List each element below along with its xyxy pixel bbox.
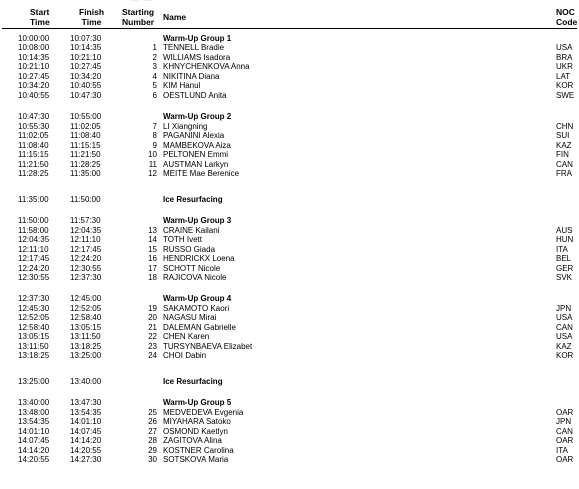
name-cell: OSMOND Kaetlyn (163, 426, 228, 436)
name-cell: PELTONEN Emmi (163, 150, 229, 159)
start-time-cell: 12:58:40 (18, 322, 50, 332)
name-cell: Warm-Up Group 4 (163, 294, 232, 303)
finish-time-cell: 10:34:20 (70, 71, 102, 81)
name-cell: Warm-Up Group 2 (163, 112, 232, 121)
name-cell: KOSTNER Carolina (163, 445, 234, 455)
starting-number-cell: 18 (148, 273, 157, 282)
starting-number-cell: 4 (152, 71, 157, 81)
starting-number-cell: 21 (148, 322, 157, 332)
starting-number-cell: 12 (148, 169, 157, 178)
schedule-group-row (0, 377, 579, 387)
name-cell: RUSSO Giada (163, 244, 216, 254)
skater-row (0, 62, 579, 72)
start-time-cell: 10:27:45 (18, 71, 50, 81)
noc-code-cell: CAN (556, 322, 573, 332)
finish-time-cell: 12:24:20 (70, 254, 102, 263)
starting-number-cell: 2 (152, 52, 157, 62)
start-time-cell: 14:07:45 (18, 436, 50, 445)
skater-row (0, 351, 579, 361)
start-time-cell: 11:02:05 (18, 131, 49, 140)
skater-row (0, 427, 579, 437)
start-time-cell: 10:14:35 (18, 52, 50, 62)
starting-number-cell: 20 (148, 313, 157, 322)
starting-number-cell: 26 (148, 417, 157, 426)
finish-time-cell: 11:57:30 (70, 216, 101, 225)
starting-number-cell: 14 (148, 235, 157, 244)
noc-code-cell: OAR (556, 455, 574, 464)
skater-row (0, 226, 579, 236)
start-time-cell: 10:47:30 (18, 112, 50, 121)
noc-code-cell: BRA (556, 52, 573, 62)
noc-code-cell: JPN (556, 303, 572, 313)
noc-code-cell: CAN (556, 426, 573, 436)
finish-time-cell: 10:55:00 (70, 112, 102, 121)
noc-code-cell: USA (556, 332, 573, 341)
skater-row (0, 169, 579, 179)
name-cell: HENDRICKX Loena (163, 254, 235, 263)
name-cell: KHNYCHENKOVA Anna (163, 62, 250, 71)
start-time-cell: 12:17:45 (18, 254, 50, 263)
skater-row (0, 150, 579, 160)
starting-number-cell: 11 (148, 159, 157, 169)
finish-time-cell: 11:35:00 (70, 169, 101, 178)
name-cell: Ice Resurfacing (163, 377, 223, 386)
starting-number-cell: 1 (152, 43, 157, 52)
header-start-line1: Start (30, 7, 50, 17)
noc-code-cell: USA (556, 313, 573, 322)
name-cell: NIKITINA Diana (163, 71, 220, 81)
header-name-line1: Name (163, 12, 187, 22)
name-cell: Warm-Up Group 5 (163, 398, 232, 407)
start-time-cell: 12:52:05 (18, 313, 50, 322)
name-cell: OESTLUND Anita (163, 90, 227, 100)
starting-number-cell: 28 (148, 436, 157, 445)
name-cell: Warm-Up Group 1 (163, 34, 232, 43)
finish-time-cell: 12:11:10 (70, 235, 101, 244)
noc-code-cell: USA (556, 43, 573, 52)
name-cell: Ice Resurfacing (163, 195, 223, 204)
name-cell: CHOI Dabin (163, 351, 207, 360)
name-cell: ZAGITOVA Alina (163, 436, 222, 445)
finish-time-cell: 13:18:25 (70, 341, 102, 351)
start-time-cell: 14:01:10 (18, 426, 50, 436)
header-finish-line1: Finish (79, 7, 105, 17)
noc-code-cell: SVK (556, 273, 573, 282)
skater-row (0, 53, 579, 63)
schedule-group-row (0, 216, 579, 226)
finish-time-cell: 13:05:15 (70, 322, 102, 332)
finish-time-cell: 10:21:10 (70, 52, 102, 62)
finish-time-cell: 13:54:35 (70, 407, 102, 417)
starting-number-cell: 9 (152, 140, 157, 150)
skater-row (0, 245, 579, 255)
start-time-cell: 14:14:20 (18, 445, 50, 455)
starting-number-cell: 6 (152, 90, 157, 100)
finish-time-cell: 12:45:00 (70, 294, 102, 303)
skater-row (0, 235, 579, 245)
finish-time-cell: 13:40:00 (70, 377, 102, 386)
skater-row (0, 408, 579, 418)
skater-row (0, 342, 579, 352)
skater-row (0, 417, 579, 427)
start-time-cell: 12:45:30 (18, 303, 50, 313)
finish-time-cell: 14:20:55 (70, 445, 102, 455)
header-start-line2: Time (30, 16, 50, 27)
name-cell: WILLIAMS Isadora (163, 52, 231, 62)
starting-number-cell: 22 (148, 332, 157, 341)
starting-number-cell: 16 (148, 254, 157, 263)
finish-time-cell: 11:02:05 (70, 121, 101, 131)
starting-number-cell: 29 (148, 445, 157, 455)
noc-code-cell: ITA (556, 244, 568, 254)
skater-row (0, 91, 579, 101)
noc-code-cell: OAR (556, 436, 574, 445)
name-cell: Warm-Up Group 3 (163, 216, 232, 225)
noc-code-cell: CAN (556, 159, 573, 169)
skater-row (0, 323, 579, 333)
header-noc-line1: NOC (556, 7, 575, 17)
skater-row (0, 304, 579, 314)
noc-code-cell: UKR (556, 62, 573, 71)
start-time-cell: 11:35:00 (18, 195, 49, 204)
finish-time-cell: 11:21:50 (70, 150, 101, 159)
starting-number-cell: 30 (148, 455, 157, 464)
skater-row (0, 43, 579, 53)
starting-number-cell: 13 (148, 225, 157, 235)
finish-time-cell: 11:15:15 (70, 140, 101, 150)
schedule-group-row (0, 112, 579, 122)
start-time-cell: 10:08:00 (18, 43, 50, 52)
name-cell: CRAINE Kailani (163, 225, 220, 235)
starting-number-cell: 8 (152, 131, 157, 140)
skater-row (0, 264, 579, 274)
skater-row (0, 122, 579, 132)
finish-time-cell: 13:11:50 (70, 332, 101, 341)
name-cell: SAKAMOTO Kaori (163, 303, 230, 313)
skater-row (0, 81, 579, 91)
finish-time-cell: 12:04:35 (70, 225, 102, 235)
starting-number-cell: 24 (148, 351, 157, 360)
skater-row (0, 141, 579, 151)
skater-row (0, 332, 579, 342)
finish-time-cell: 14:27:30 (70, 455, 102, 464)
start-time-cell: 13:18:25 (18, 351, 50, 360)
skater-row (0, 446, 579, 456)
finish-time-cell: 12:52:05 (70, 303, 102, 313)
skater-row (0, 455, 579, 465)
finish-time-cell: 10:47:30 (70, 90, 102, 100)
finish-time-cell: 11:50:00 (70, 195, 101, 204)
noc-code-cell: SWE (556, 90, 575, 100)
noc-code-cell: FIN (556, 150, 569, 159)
noc-code-cell: BEL (556, 254, 572, 263)
name-cell: NAGASU Mirai (163, 313, 217, 322)
skater-row (0, 254, 579, 264)
name-cell: MIYAHARA Satoko (163, 417, 231, 426)
start-time-cell: 13:48:00 (18, 407, 50, 417)
starting-number-cell: 5 (152, 81, 157, 90)
finish-time-cell: 10:40:55 (70, 81, 102, 90)
name-cell: SCHOTT Nicole (163, 263, 221, 273)
start-time-cell: 10:55:30 (18, 121, 50, 131)
starting-number-cell: 3 (152, 62, 157, 71)
name-cell: MAMBEKOVA Aiza (163, 140, 231, 150)
start-time-cell: 11:50:00 (18, 216, 49, 225)
start-time-cell: 13:25:00 (18, 377, 50, 386)
starting-number-cell: 25 (148, 407, 157, 417)
noc-code-cell: KAZ (556, 140, 572, 150)
name-cell: RAJICOVA Nicole (163, 273, 227, 282)
start-time-cell: 14:20:55 (18, 455, 50, 464)
noc-code-cell: JPN (556, 417, 572, 426)
start-time-cell: 13:05:15 (18, 332, 50, 341)
start-time-cell: 12:30:55 (18, 273, 50, 282)
name-cell: KIM Hanul (163, 81, 201, 90)
noc-code-cell: GER (556, 263, 574, 273)
noc-code-cell: OAR (556, 407, 574, 417)
start-time-cell: 11:15:15 (18, 150, 49, 159)
finish-time-cell: 10:07:30 (70, 34, 102, 43)
start-time-cell: 12:04:35 (18, 235, 50, 244)
start-time-cell: 10:34:20 (18, 81, 50, 90)
finish-time-cell: 10:27:45 (70, 62, 102, 71)
noc-code-cell: SUI (556, 131, 570, 140)
skater-row (0, 313, 579, 323)
starting-number-cell: 23 (148, 341, 157, 351)
start-time-cell: 11:28:25 (18, 169, 49, 178)
start-time-cell: 12:24:20 (18, 263, 50, 273)
noc-code-cell: HUN (556, 235, 574, 244)
noc-code-cell: ITA (556, 445, 568, 455)
name-cell: PAGANINI Alexia (163, 131, 225, 140)
name-cell: TENNELL Bradie (163, 43, 225, 52)
schedule-group-row (0, 398, 579, 408)
starting-number-cell: 17 (148, 263, 157, 273)
start-time-cell: 11:58:00 (18, 225, 49, 235)
name-cell: MEDVEDEVA Evgenia (163, 407, 244, 417)
skater-row (0, 273, 579, 283)
start-time-cell: 10:21:10 (18, 62, 50, 71)
name-cell: TURSYNBAEVA Elizabet (163, 341, 253, 351)
skater-row (0, 436, 579, 446)
starting-number-cell: 15 (148, 244, 157, 254)
finish-time-cell: 12:58:40 (70, 313, 102, 322)
schedule-group-row (0, 195, 579, 205)
finish-time-cell: 10:14:35 (70, 43, 102, 52)
finish-time-cell: 13:47:30 (70, 398, 102, 407)
finish-time-cell: 12:17:45 (70, 244, 102, 254)
schedule-group-row (0, 294, 579, 304)
starting-number-cell: 7 (152, 121, 157, 131)
finish-time-cell: 12:30:55 (70, 263, 102, 273)
name-cell: AUSTMAN Larkyn (163, 159, 229, 169)
start-time-cell: 13:11:50 (18, 341, 49, 351)
header-noc-line2: Code (556, 16, 578, 27)
name-cell: DALEMAN Gabrielle (163, 322, 236, 332)
start-time-cell: 11:21:50 (18, 159, 49, 169)
noc-code-cell: KAZ (556, 341, 572, 351)
skater-row (0, 131, 579, 141)
header-number-line2: Number (122, 16, 155, 27)
name-cell: MEITE Mae Berenice (163, 169, 240, 178)
finish-time-cell: 13:25:00 (70, 351, 102, 360)
starting-number-cell: 10 (148, 150, 157, 159)
starting-number-cell: 27 (148, 426, 157, 436)
name-cell: TOTH Ivett (163, 235, 202, 244)
name-cell: CHEN Karen (163, 332, 210, 341)
starting-number-cell: 19 (148, 303, 157, 313)
finish-time-cell: 12:37:30 (70, 273, 102, 282)
noc-code-cell: CHN (556, 121, 574, 131)
start-time-cell: 12:37:30 (18, 294, 50, 303)
name-cell: SOTSKOVA Maria (163, 455, 229, 464)
header-number-line1: Starting (122, 7, 155, 17)
header-finish-line2: Time (81, 16, 102, 27)
start-time-cell: 10:40:55 (18, 90, 50, 100)
finish-time-cell: 14:14:20 (70, 436, 102, 445)
start-time-cell: 12:11:10 (18, 244, 49, 254)
finish-time-cell: 14:07:45 (70, 426, 102, 436)
start-time-cell: 10:00:00 (18, 34, 50, 43)
skater-row (0, 72, 579, 82)
finish-time-cell: 11:08:40 (70, 131, 101, 140)
noc-code-cell: FRA (556, 169, 572, 178)
noc-code-cell: KOR (556, 81, 574, 90)
noc-code-cell: KOR (556, 351, 574, 360)
finish-time-cell: 11:28:25 (70, 159, 101, 169)
skater-row (0, 160, 579, 170)
start-time-cell: 11:08:40 (18, 140, 49, 150)
start-time-cell: 13:40:00 (18, 398, 50, 407)
start-time-cell: 13:54:35 (18, 417, 50, 426)
name-cell: LI Xiangning (163, 121, 208, 131)
noc-code-cell: AUS (556, 225, 573, 235)
finish-time-cell: 14:01:10 (70, 417, 102, 426)
noc-code-cell: LAT (556, 71, 571, 81)
